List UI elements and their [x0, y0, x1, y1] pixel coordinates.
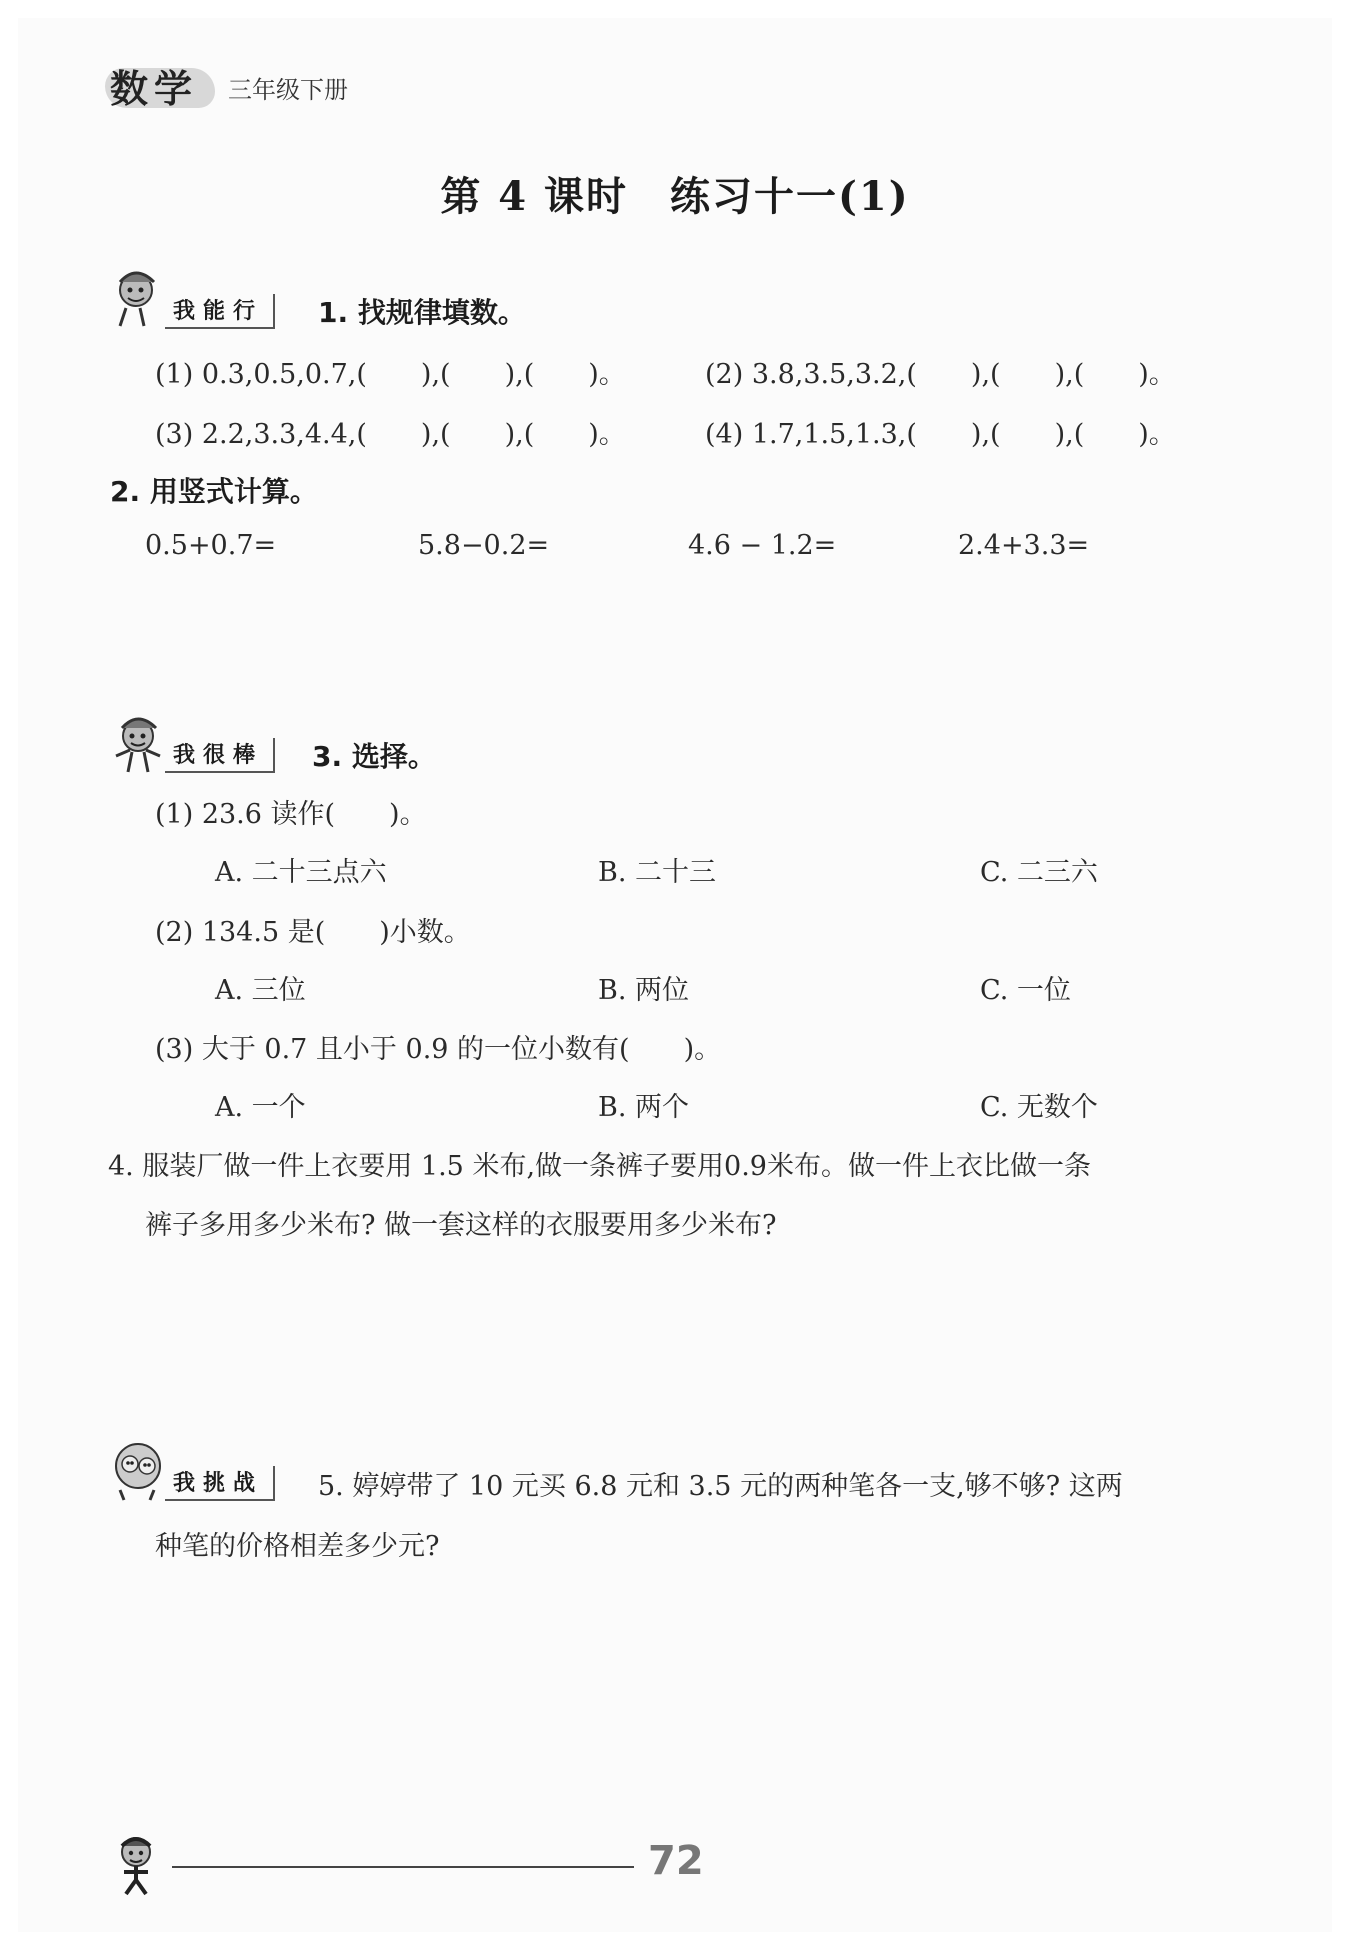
q2-title: 2. 用竖式计算。 — [110, 475, 318, 508]
page-title: 第 4 课时 练习十一(1) — [440, 173, 910, 220]
q3-title: 3. 选择。 — [312, 740, 436, 773]
girl-mascot-icon — [110, 712, 170, 774]
q3-3-option-a: A. 一个 — [215, 1092, 306, 1123]
q5-line-1: 5. 婷婷带了 10 元买 6.8 元和 3.5 元的两种笔各一支,够不够? 这两 — [318, 1471, 1123, 1502]
q3-2-option-c: C. 一位 — [980, 975, 1071, 1006]
q3-3-option-c: C. 无数个 — [980, 1092, 1098, 1123]
q1-item-1: (1) 0.3,0.5,0.7,( ),( ),( )。 — [155, 359, 626, 390]
q2-expr-3: 4.6 − 1.2= — [688, 530, 837, 561]
q1-item-4: (4) 1.7,1.5,1.3,( ),( ),( )。 — [705, 419, 1176, 450]
kids-mascot-icon — [110, 1440, 170, 1502]
q3-1-option-c: C. 二三六 — [980, 857, 1098, 888]
page-number: 72 — [648, 1838, 704, 1884]
q2-expr-4: 2.4+3.3= — [958, 530, 1090, 561]
q3-2-stem: (2) 134.5 是( )小数。 — [155, 917, 471, 948]
q3-1-option-a: A. 二十三点六 — [215, 857, 387, 888]
q5-line-2: 种笔的价格相差多少元? — [155, 1531, 440, 1562]
q2-expr-2: 5.8−0.2= — [418, 530, 550, 561]
footer-rule — [172, 1866, 634, 1868]
q3-1-stem: (1) 23.6 读作( )。 — [155, 799, 427, 830]
q2-expr-1: 0.5+0.7= — [145, 530, 277, 561]
q3-2-option-a: A. 三位 — [215, 975, 306, 1006]
badge-label: 我很棒 — [165, 738, 275, 773]
section-badge-2 — [110, 712, 290, 782]
q3-1-option-b: B. 二十三 — [598, 857, 717, 888]
q1-item-3: (3) 2.2,3.3,4.4,( ),( ),( )。 — [155, 419, 626, 450]
q3-3-stem: (3) 大于 0.7 且小于 0.9 的一位小数有( )。 — [155, 1034, 722, 1065]
section-badge-3 — [110, 1440, 290, 1510]
header-subject: 数学 — [110, 67, 199, 111]
badge-label: 我挑战 — [165, 1466, 275, 1501]
q4-line-1: 4. 服装厂做一件上衣要用 1.5 米布,做一条裤子要用0.9米布。做一件上衣比做一条 — [108, 1151, 1091, 1182]
header-grade: 三年级下册 — [228, 76, 348, 104]
girl-mascot-icon — [110, 268, 170, 330]
q4-line-2: 裤子多用多少米布? 做一套这样的衣服要用多少米布? — [145, 1210, 777, 1241]
section-badge-1 — [110, 268, 290, 338]
badge-label: 我能行 — [165, 294, 275, 329]
q3-3-option-b: B. 两个 — [598, 1092, 690, 1123]
q3-2-option-b: B. 两位 — [598, 975, 690, 1006]
q1-item-2: (2) 3.8,3.5,3.2,( ),( ),( )。 — [705, 359, 1176, 390]
boy-mascot-icon — [108, 1832, 168, 1896]
q1-title: 1. 找规律填数。 — [318, 296, 526, 329]
